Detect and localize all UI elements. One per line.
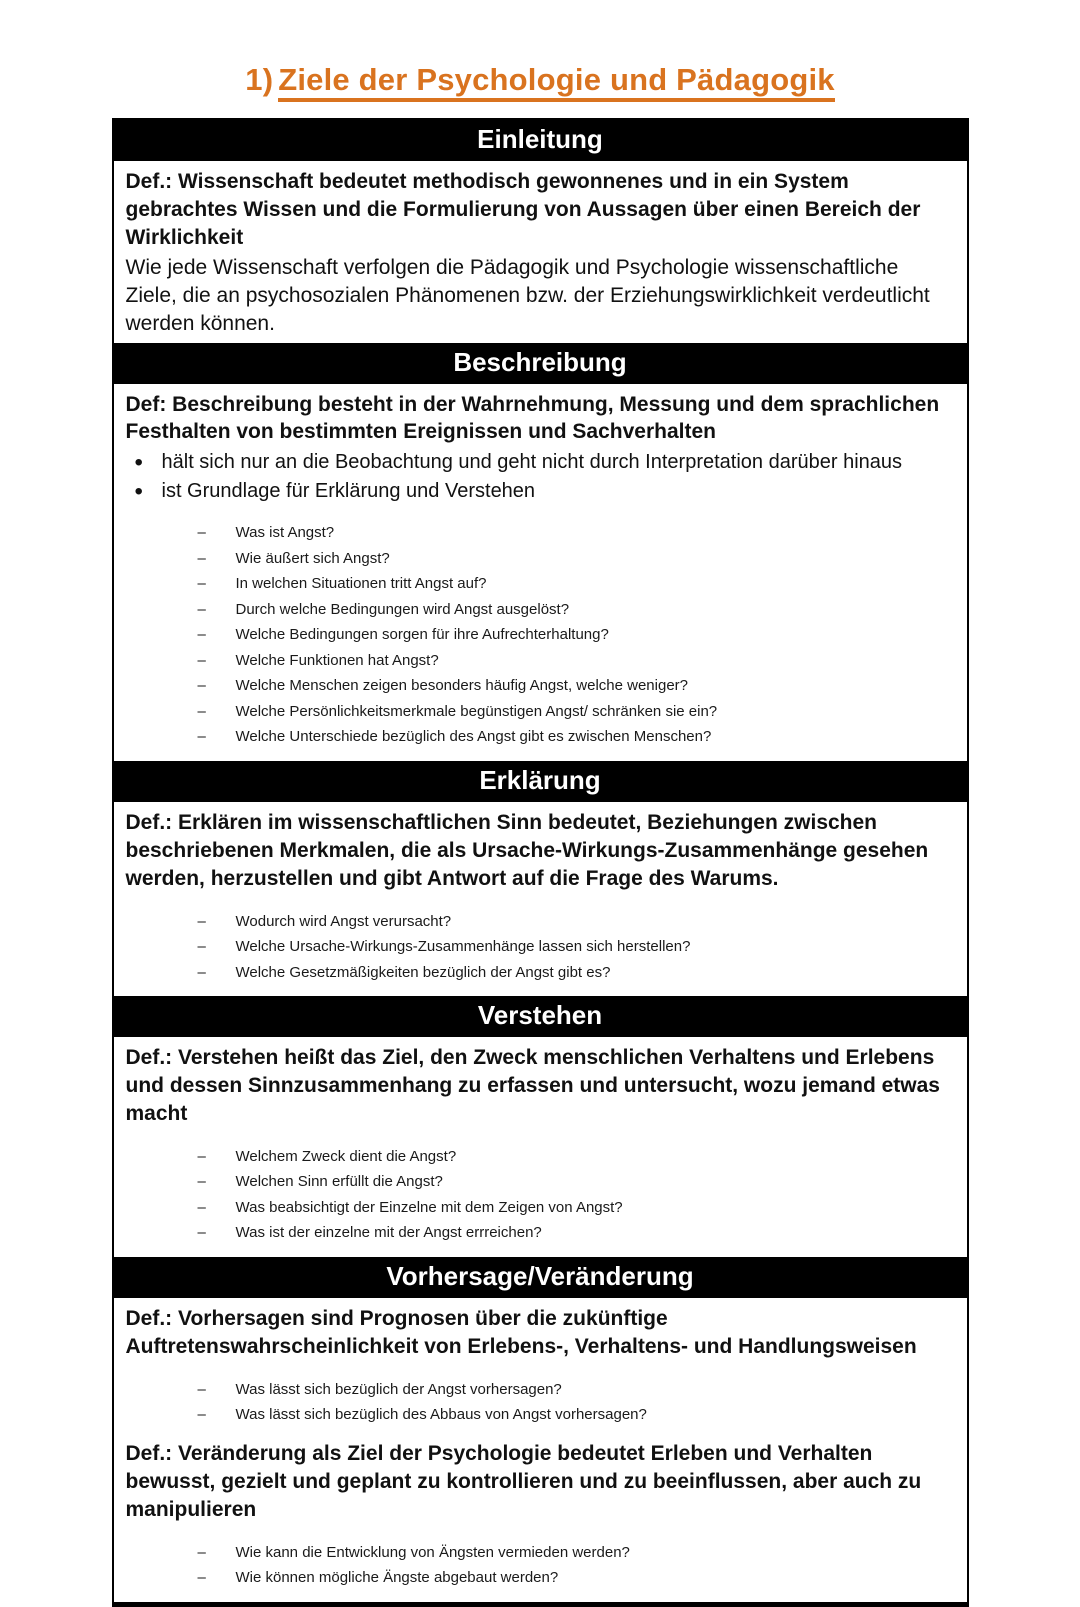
list-item: – Welche Unterschiede bezüglich des Angst gibt es zwischen Menschen? <box>198 724 955 750</box>
definition-text: Def.: Veränderung als Ziel der Psychologie bedeutet Erleben und Verhalten bewusst, gezielt und geplant zu kontrollieren und zu beeinflussen, aber auch zu manipulieren <box>125 1441 922 1521</box>
list-item: • ist Grundlage für Erklärung und Verstehen <box>126 477 955 506</box>
section-body <box>114 1037 967 1257</box>
dash-list <box>126 909 955 986</box>
title-number: 1) <box>245 62 274 97</box>
sections-table <box>112 118 969 1607</box>
definition-text: Def.: Verstehen heißt das Ziel, den Zweck menschlichen Verhaltens und Erlebens und dessen Sinnzusammenhang zu erfassen und untersucht, wozu jemand etwas macht <box>125 1046 940 1125</box>
title-text: Ziele der Psychologie und Pädagogik <box>278 62 835 102</box>
dash-list <box>126 520 955 750</box>
section <box>114 761 967 996</box>
list-item: – Welche Persönlichkeitsmerkmale begünstigen Angst/ schränken sie ein? <box>198 699 955 725</box>
section <box>114 996 967 1257</box>
definition-text: Def.: Vorhersagen sind Prognosen über die zukünftige Auftretenswahrscheinlichkeit von Erlebens-, Verhaltens- und Handlungsweisen <box>125 1306 917 1358</box>
list-item: – Was beabsichtigt der Einzelne mit dem Zeigen von Angst? <box>198 1195 955 1221</box>
section-header: Vorhersage/Veränderung <box>114 1257 967 1298</box>
list-item: – Welche Menschen zeigen besonders häufig Angst, welche weniger? <box>198 673 955 699</box>
dash-list <box>126 1377 955 1428</box>
list-item: – Durch welche Bedingungen wird Angst ausgelöst? <box>198 597 955 623</box>
section-body <box>114 161 967 343</box>
list-item: – Welche Bedingungen sorgen für ihre Aufrechterhaltung? <box>198 622 955 648</box>
bullet-list <box>126 448 955 506</box>
section-body <box>114 802 967 996</box>
section <box>114 343 967 761</box>
section-header: Einleitung <box>114 120 967 161</box>
list-item: – Wie kann die Entwicklung von Ängsten vermieden werden? <box>198 1540 955 1566</box>
list-item: – Was ist der einzelne mit der Angst errreichen? <box>198 1220 955 1246</box>
list-item: – Wie können mögliche Ängste abgebaut werden? <box>198 1565 955 1591</box>
section <box>114 1257 967 1602</box>
section-header: Verstehen <box>114 996 967 1037</box>
section-body <box>114 1298 967 1602</box>
dash-list <box>126 1540 955 1591</box>
definition-text: Def.: Erklären im wissenschaftlichen Sinn bedeutet, Beziehungen zwischen beschriebenen Merkmalen, die als Ursache-Wirkungs-Zusammenhänge gesehen werden, herzustellen und gibt Antwort auf die Frage des Warums. <box>125 810 929 890</box>
list-item: – Welche Ursache-Wirkungs-Zusammenhänge lassen sich herstellen? <box>198 934 955 960</box>
list-item: – In welchen Situationen tritt Angst auf? <box>198 571 955 597</box>
list-item: – Welche Gesetzmäßigkeiten bezüglich der Angst gibt es? <box>198 960 955 986</box>
section-body <box>114 384 967 761</box>
list-item: – Was lässt sich bezüglich der Angst vorhersagen? <box>198 1377 955 1403</box>
list-item: • hält sich nur an die Beobachtung und geht nicht durch Interpretation darüber hinaus <box>126 448 955 477</box>
list-item: – Wodurch wird Angst verursacht? <box>198 909 955 935</box>
list-item: – Welche Funktionen hat Angst? <box>198 648 955 674</box>
list-item: – Was lässt sich bezüglich des Abbaus von Angst vorhersagen? <box>198 1402 955 1428</box>
list-item: – Wie äußert sich Angst? <box>198 546 955 572</box>
section-header: Beschreibung <box>114 343 967 384</box>
list-item: – Welchem Zweck dient die Angst? <box>198 1144 955 1170</box>
definition-text: Def: Beschreibung besteht in der Wahrnehmung, Messung und dem sprachlichen Festhalten von bestimmten Ereignissen und Sachverhalten <box>125 392 940 444</box>
page-title <box>0 0 1080 98</box>
section-header: Erklärung <box>114 761 967 802</box>
body-text: Wie jede Wissenschaft verfolgen die Pädagogik und Psychologie wissenschaftliche Ziele, die an psychosozialen Phänomenen bzw. der Erziehungswirklichkeit verdeutlicht werden können. <box>125 255 930 335</box>
list-item: – Was ist Angst? <box>198 520 955 546</box>
dash-list <box>126 1144 955 1246</box>
definition-text: Def.: Wissenschaft bedeutet methodisch gewonnenes und in ein System gebrachtes Wissen und die Formulierung von Aussagen über einen Bereich der Wirklichkeit <box>125 170 921 249</box>
list-item: – Welchen Sinn erfüllt die Angst? <box>198 1169 955 1195</box>
section <box>114 120 967 343</box>
